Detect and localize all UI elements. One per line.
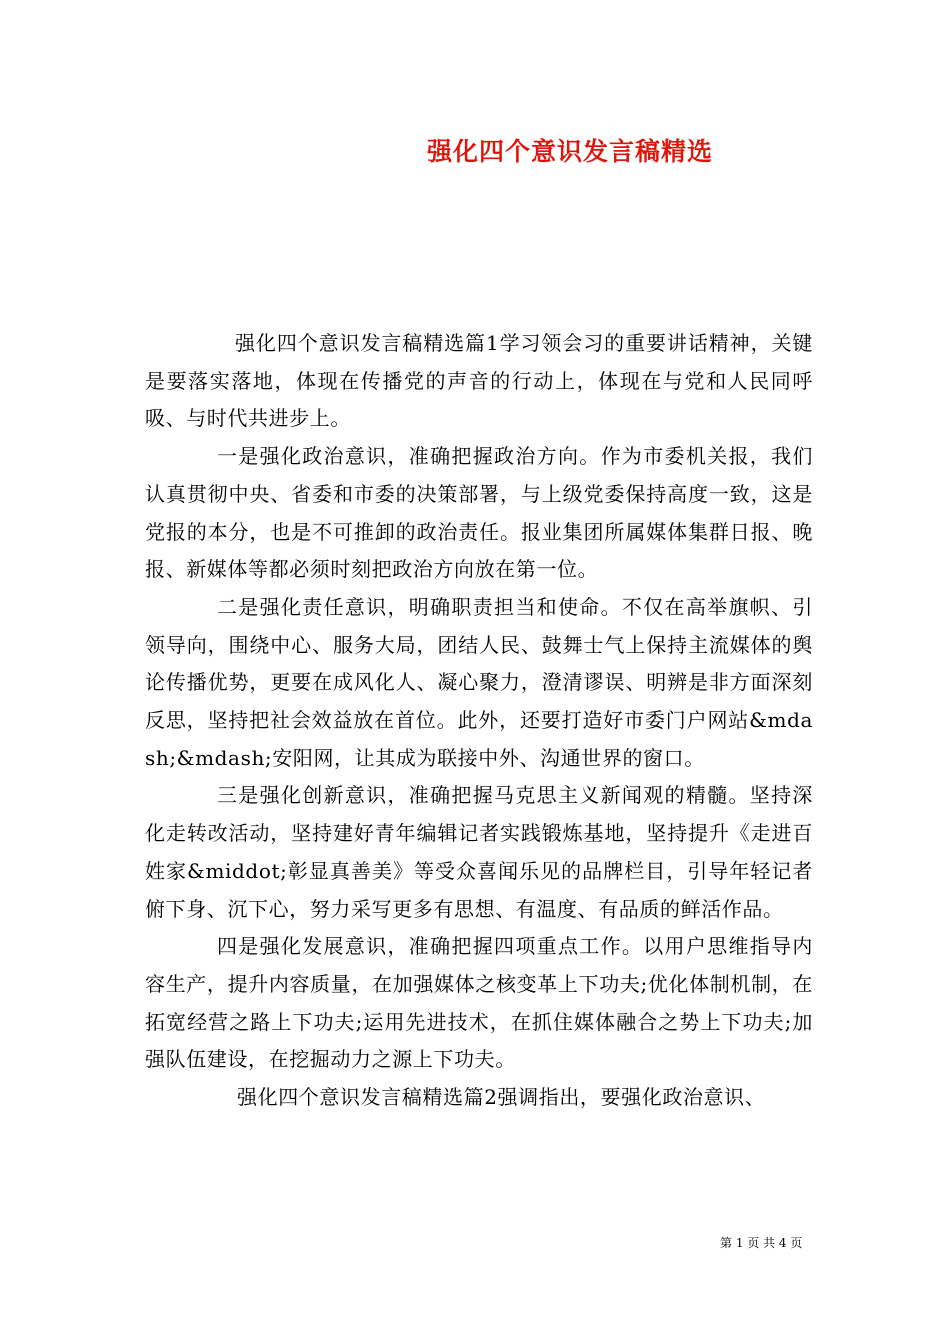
paragraph-responsibility-awareness: 二是强化责任意识，明确职责担当和使命。不仅在高举旗帜、引领导向，围绕中心、服务大局，团结人民、鼓舞士气上保持主流媒体的舆论传播优势，更要在成风化人、凝心聚力，澄清谬误、明辨是非方面深刻反思，坚持把社会效益放在首位。此外，还要打造好市委门户网站&mdash;&mdash;安阳网，让其成为联接中外、沟通世界的窗口。 bbox=[145, 594, 813, 770]
document-title: 强化四个意识发言稿精选 bbox=[426, 137, 713, 166]
paragraph-innovation-awareness: 三是强化创新意识，准确把握马克思主义新闻观的精髓。坚持深化走转改活动，坚持建好青年编辑记者实践锻炼基地，坚持提升《走进百姓家&middot;彰显真善美》等受众喜闻乐见的品牌栏目，引导年轻记者俯下身、沉下心，努力采写更多有思想、有温度、有品质的鲜活作品。 bbox=[145, 783, 813, 921]
paragraph-intro: 强化四个意识发言稿精选篇1学习领会习的重要讲话精神，关键是要落实落地，体现在传播党的声音的行动上，体现在与党和人民同呼吸、与时代共进步上。 bbox=[145, 331, 813, 431]
paragraph-political-awareness: 一是强化政治意识，准确把握政治方向。作为市委机关报，我们认真贯彻中央、省委和市委的决策部署，与上级党委保持高度一致，这是党报的本分，也是不可推卸的政治责任。报业集团所属媒体集群日报、晚报、新媒体等都必须时刻把政治方向放在第一位。 bbox=[145, 444, 813, 582]
paragraph-second-speech: 强化四个意识发言稿精选篇2强调指出，要强化政治意识、 bbox=[237, 1085, 766, 1110]
paragraph-development-awareness: 四是强化发展意识，准确把握四项重点工作。以用户思维指导内容生产，提升内容质量，在加强媒体之核变革上下功夫;优化体制机制，在拓宽经营之路上下功夫;运用先进技术，在抓住媒体融合之势上下功夫;加强队伍建设，在挖掘动力之源上下功夫。 bbox=[145, 934, 813, 1072]
page-number: 第 1 页 共 4 页 bbox=[720, 1236, 803, 1250]
document-body bbox=[145, 325, 813, 1117]
